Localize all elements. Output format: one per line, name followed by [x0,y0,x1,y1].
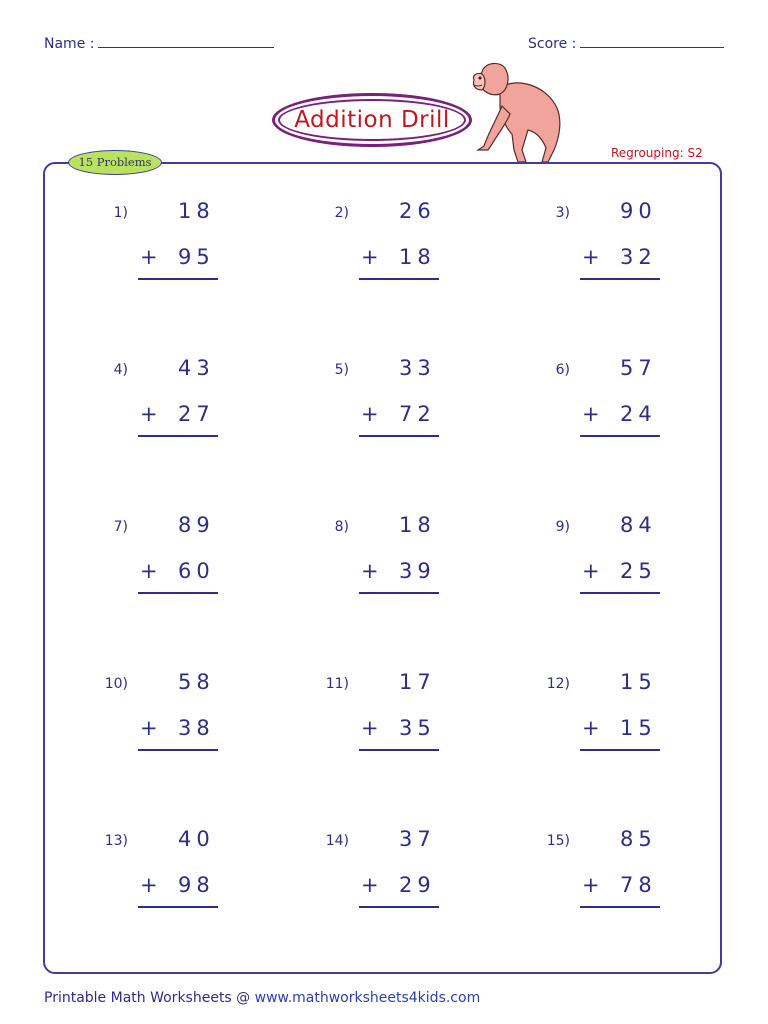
bottom-addend: 60 [178,559,215,583]
problem-13 [78,827,218,951]
top-addend: 18 [178,199,215,223]
problem-9 [520,513,660,637]
problem-7 [78,513,218,637]
monkey-icon [462,58,572,168]
answer-line[interactable] [138,906,218,908]
problem-number: 4) [113,362,128,378]
problem-1 [78,199,218,323]
answer-line[interactable] [580,435,660,437]
problem-number: 3) [555,205,570,221]
bottom-addend: 35 [399,716,436,740]
plus-sign: + [140,559,158,583]
top-addend: 89 [178,513,215,537]
problem-12 [520,670,660,794]
footer-text: Printable Math Worksheets @ [44,990,255,1006]
answer-line[interactable] [580,749,660,751]
top-addend: 15 [620,670,657,694]
problem-number: 12) [546,676,570,692]
plus-sign: + [361,402,379,426]
problem-2 [299,199,439,323]
plus-sign: + [361,245,379,269]
regrouping-label: Regrouping: S2 [611,146,703,160]
name-blank-line[interactable] [98,33,274,48]
bottom-addend: 18 [399,245,436,269]
top-addend: 85 [620,827,657,851]
answer-line[interactable] [580,278,660,280]
bottom-addend: 15 [620,716,657,740]
problem-15 [520,827,660,951]
score-blank-line[interactable] [580,33,724,48]
problems-count-badge: 15 Problems [68,150,162,175]
plus-sign: + [140,873,158,897]
plus-sign: + [582,245,600,269]
answer-line[interactable] [359,592,439,594]
plus-sign: + [361,873,379,897]
score-label: Score : [528,36,577,52]
bottom-addend: 32 [620,245,657,269]
title-oval [272,93,472,147]
top-addend: 57 [620,356,657,380]
answer-line[interactable] [359,278,439,280]
top-addend: 26 [399,199,436,223]
answer-line[interactable] [359,435,439,437]
problem-number: 2) [334,205,349,221]
problem-6 [520,356,660,480]
page-title: Addition Drill [294,107,450,133]
problem-number: 15) [546,833,570,849]
answer-line[interactable] [138,435,218,437]
top-addend: 43 [178,356,215,380]
top-addend: 33 [399,356,436,380]
problem-number: 5) [334,362,349,378]
problem-5 [299,356,439,480]
problem-number: 9) [555,519,570,535]
top-addend: 17 [399,670,436,694]
top-addend: 90 [620,199,657,223]
problem-11 [299,670,439,794]
problem-number: 11) [325,676,349,692]
plus-sign: + [582,716,600,740]
plus-sign: + [361,559,379,583]
problem-3 [520,199,660,323]
problem-10 [78,670,218,794]
plus-sign: + [140,245,158,269]
bottom-addend: 29 [399,873,436,897]
footer [44,990,480,1006]
problem-number: 10) [104,676,128,692]
plus-sign: + [582,873,600,897]
answer-line[interactable] [359,906,439,908]
bottom-addend: 27 [178,402,215,426]
bottom-addend: 39 [399,559,436,583]
bottom-addend: 95 [178,245,215,269]
problem-8 [299,513,439,637]
problem-number: 13) [104,833,128,849]
problem-number: 14) [325,833,349,849]
name-label: Name : [44,36,95,52]
footer-link[interactable]: www.mathworksheets4kids.com [254,990,481,1006]
bottom-addend: 78 [620,873,657,897]
problem-4 [78,356,218,480]
top-addend: 40 [178,827,215,851]
top-addend: 37 [399,827,436,851]
top-addend: 18 [399,513,436,537]
score-field [528,33,724,52]
plus-sign: + [582,559,600,583]
bottom-addend: 25 [620,559,657,583]
name-field [44,33,274,52]
answer-line[interactable] [138,749,218,751]
answer-line[interactable] [359,749,439,751]
plus-sign: + [140,402,158,426]
problem-number: 1) [113,205,128,221]
problem-14 [299,827,439,951]
problem-number: 6) [555,362,570,378]
plus-sign: + [140,716,158,740]
plus-sign: + [361,716,379,740]
bottom-addend: 38 [178,716,215,740]
answer-line[interactable] [138,278,218,280]
top-addend: 58 [178,670,215,694]
problem-number: 7) [113,519,128,535]
plus-sign: + [582,402,600,426]
answer-line[interactable] [580,592,660,594]
answer-line[interactable] [580,906,660,908]
bottom-addend: 24 [620,402,657,426]
bottom-addend: 98 [178,873,215,897]
answer-line[interactable] [138,592,218,594]
problem-number: 8) [334,519,349,535]
bottom-addend: 72 [399,402,436,426]
top-addend: 84 [620,513,657,537]
